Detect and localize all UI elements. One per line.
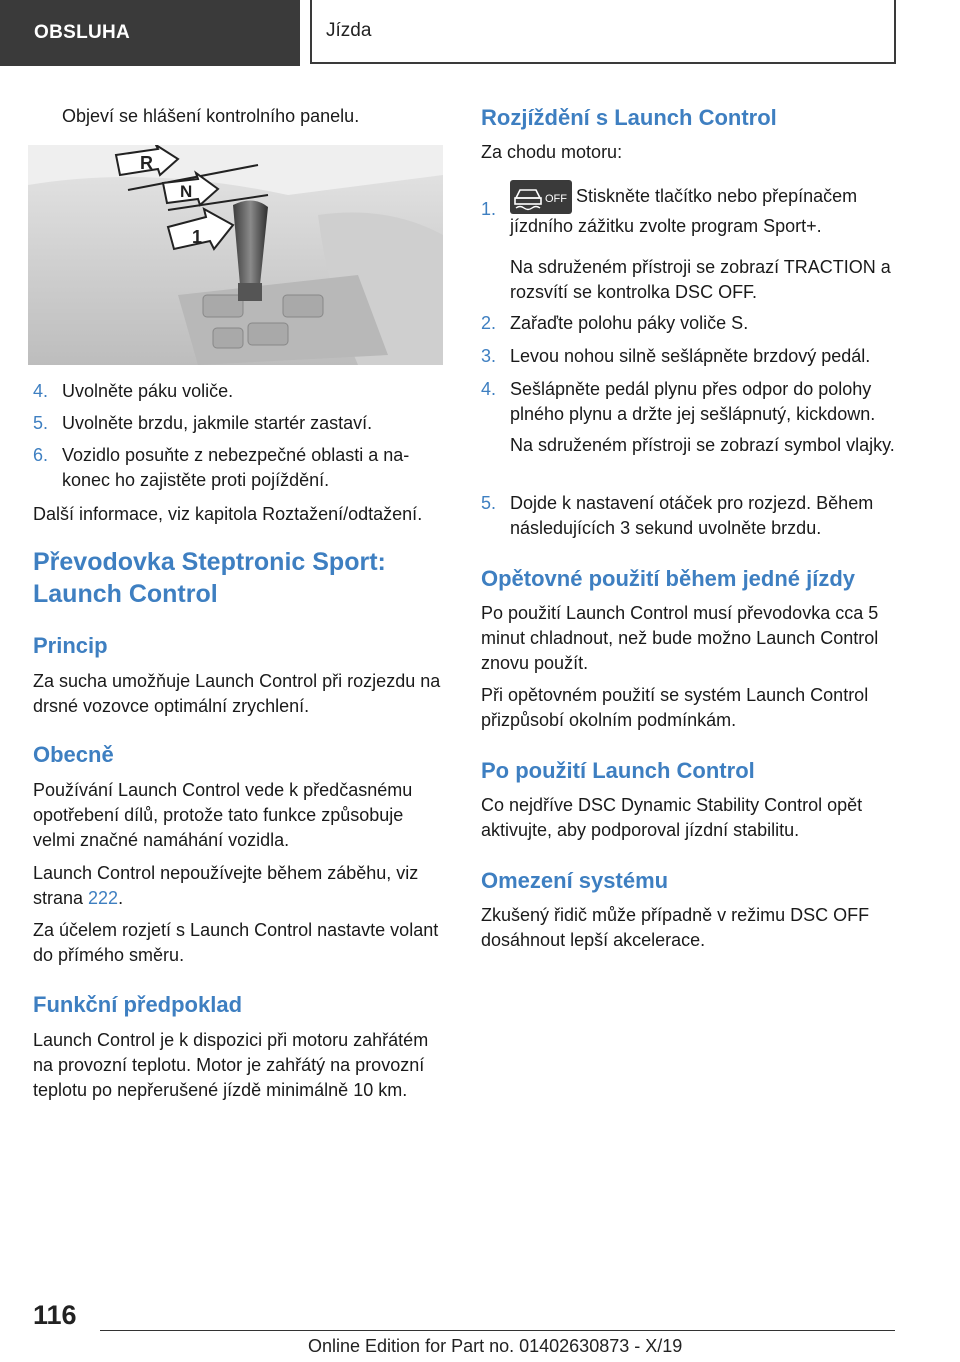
step-text: Sešlápněte pedál plynu přes odpor do polohy plného plynu a držte jej sešlápnutý, kickdown. <box>510 379 876 424</box>
page-number: 116 <box>33 1300 77 1330</box>
footer-divider <box>100 1330 895 1331</box>
step-number: 6. <box>33 445 49 465</box>
list-item <box>481 377 897 427</box>
list-item <box>33 379 445 404</box>
general-text-1: Používání Launch Control vede k předčasnému opotřebení dílů, protože tato funkce způsobuje velmi značné namáhání vozidla. <box>33 780 413 850</box>
step-text-wrap <box>510 180 897 239</box>
after-heading: Po použití Launch Control <box>481 758 755 783</box>
section-label: OBSLUHA <box>34 22 131 43</box>
general-text-2-post: . <box>118 888 124 908</box>
principle-text: Za sucha umožňuje Launch Control při rozjezdu na drsné vozovce optimální zrychlení. <box>33 671 441 716</box>
list-item <box>33 411 445 436</box>
list-item-sub <box>481 255 897 305</box>
step-text: Zařaďte polohu páky voliče S. <box>510 313 749 333</box>
limits-text: Zkušený řidič může případně v režimu DSC OFF dosáhnout lepší akcelerace. <box>481 905 870 950</box>
dsc-car-icon <box>510 180 572 214</box>
list-item <box>481 180 897 239</box>
step-number: 4. <box>33 381 49 401</box>
label-1: 1 <box>192 227 203 247</box>
principle-heading: Princip <box>33 633 108 658</box>
step-text: Vozidlo posuňte z nebezpečné oblasti a nakonec ho zajistěte proti pojíždění. <box>62 445 410 490</box>
gear-selector-image <box>28 145 443 365</box>
intro-text: Objeví se hlášení kontrolního panelu. <box>62 106 360 126</box>
step-number: 5. <box>33 413 49 433</box>
general-text-3: Za účelem rozjetí s Launch Control nastavte volant do přímého směru. <box>33 920 439 965</box>
step-number: 1. <box>481 199 497 219</box>
section-tab <box>0 0 300 66</box>
list-item <box>481 344 897 369</box>
reuse-text-1: Po použití Launch Control musí převodovka cca 5 minut chladnout, než bude možno Launch Control znovu použít. <box>481 603 879 673</box>
more-info-text: Další informace, viz kapitola Roztažení/odtažení. <box>33 504 423 524</box>
general-text-2 <box>33 861 445 911</box>
step-text: Stiskněte tlačítko nebo přepínačem jízdního zážitku zvolte program Sport+. <box>510 185 858 236</box>
precondition-text: Launch Control je k dispozici při motoru zahřátém na provozní teplotu. Motor je zahřátý na provozní teplotu po nepřerušené jízdě minimálně 10 km. <box>33 1030 429 1100</box>
step-text: Dojde k nastavení otáček pro rozjezd. Během následujících 3 sekund uvolněte brzdu. <box>510 493 874 538</box>
start-heading: Rozjíždění s Launch Control <box>481 105 777 130</box>
chapter-tab <box>310 0 896 64</box>
step-subtext: Na sdruženém přístroji se zobrazí TRACTION a rozsvítí se kontrolka DSC OFF. <box>510 257 891 302</box>
gear-selector-illustration <box>28 145 443 365</box>
precondition-heading: Funkční předpoklad <box>33 992 243 1017</box>
edition-text: Online Edition for Part no. 01402630873 - X/19 <box>308 1336 683 1356</box>
step-number: 5. <box>481 493 497 513</box>
list-item <box>33 443 445 493</box>
list-item <box>481 311 897 336</box>
start-intro: Za chodu motoru: <box>481 142 623 162</box>
limits-heading: Omezení systému <box>481 868 669 893</box>
step-number: 3. <box>481 346 497 366</box>
general-heading: Obecně <box>33 742 114 767</box>
dsc-off-icon <box>510 180 572 214</box>
step-text: Uvolněte brzdu, jakmile startér zastaví. <box>62 413 373 433</box>
after-text: Co nejdříve DSC Dynamic Stability Control opět aktivujte, aby podporoval jízdní stabilitu. <box>481 795 863 840</box>
reuse-heading: Opětovné použití během jedné jízdy <box>481 566 856 591</box>
page-link[interactable]: 222 <box>88 888 119 908</box>
step-subtext: Na sdruženém přístroji se zobrazí symbol vlajky. <box>510 435 895 455</box>
section-title: Převodovka Steptronic Sport: Launch Control <box>33 548 386 608</box>
step-number: 2. <box>481 313 497 333</box>
step-number: 4. <box>481 379 497 399</box>
list-item <box>481 491 897 541</box>
step-text: Uvolněte páku voliče. <box>62 381 234 401</box>
list-item-sub <box>481 433 897 458</box>
chapter-label: Jízda <box>326 20 372 41</box>
reuse-text-2: Při opětovném použití se systém Launch Control přizpůsobí okolním podmínkám. <box>481 685 869 730</box>
dsc-off-label: OFF <box>545 193 567 205</box>
label-n: N <box>180 182 193 201</box>
general-text-2-pre: Launch Control nepoužívejte během záběhu, viz strana <box>33 863 419 908</box>
step-text: Levou nohou silně sešlápněte brzdový pedál. <box>510 346 871 366</box>
label-r: R <box>140 153 153 173</box>
